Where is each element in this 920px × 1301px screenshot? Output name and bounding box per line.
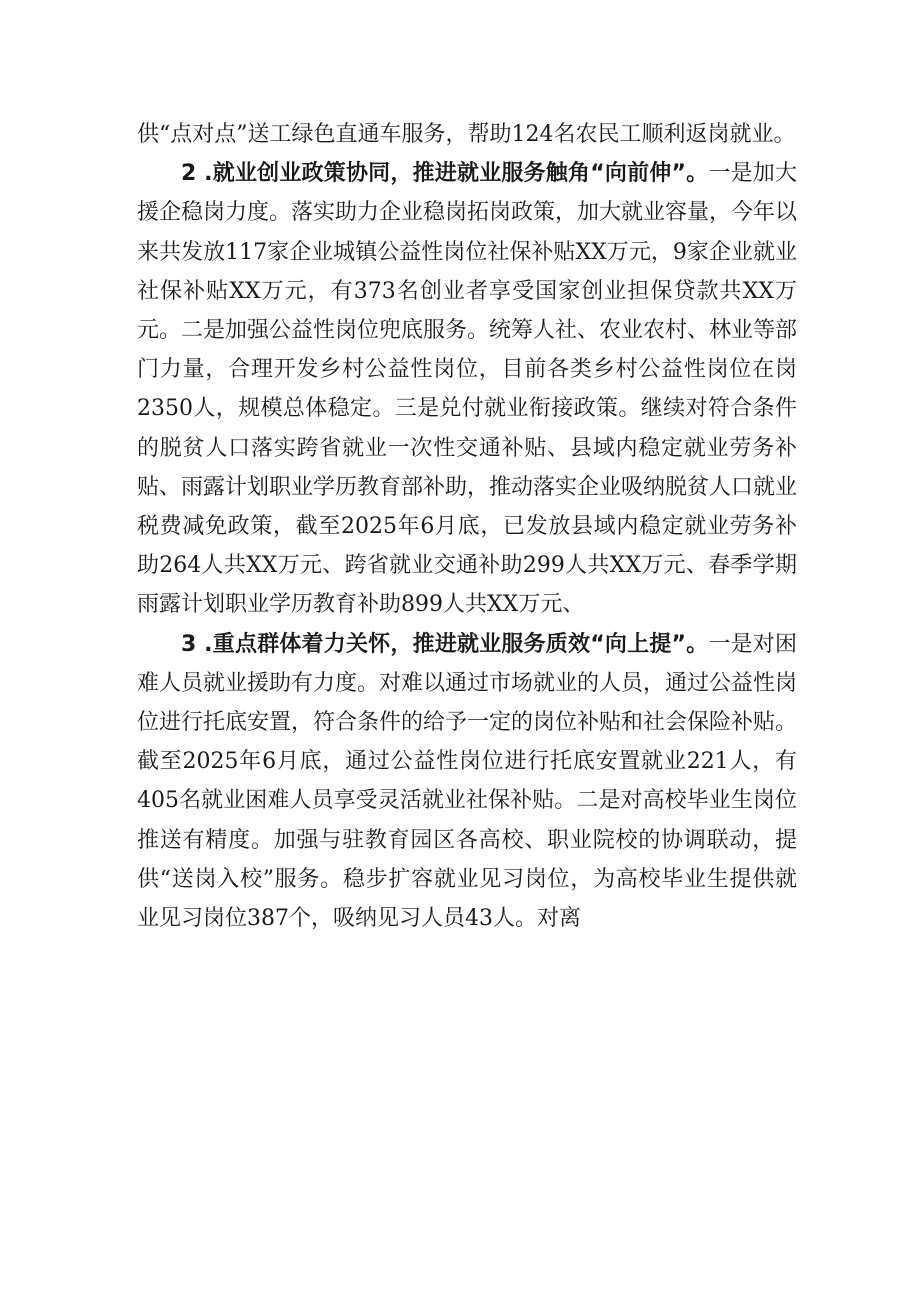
section-3-heading: 3 .重点群体着力关怀，推进就业服务质效“向上提”。 bbox=[181, 631, 709, 657]
section-3-body: 一是对困难人员就业援助有力度。对难以通过市场就业的人员，通过公益性岗位进行托底安置，符合条件的给予一定的岗位补贴和社会保险补贴。截至2025年6月底，通过公益性岗位进行托底安置就业221人，有405名就业困难人员享受灵活就业社保补贴。二是对高校毕业生岗位推送有精度。加强与驻教育园区各高校、职业院校的协调联动，提供“送岗入校”服务。稳步扩容就业见习岗位，为高校毕业生提供就业见习岗位387个，吸纳见习人员43人。对离 bbox=[137, 631, 798, 932]
document-page bbox=[137, 115, 797, 938]
section-2-paragraph bbox=[137, 154, 797, 624]
section-3-paragraph bbox=[137, 625, 797, 939]
paragraph-continuation: 供“点对点”送工绿色直通车服务，帮助124名农民工顺利返岗就业。 bbox=[137, 122, 796, 147]
section-2-heading: 2 .就业创业政策协同，推进就业服务触角“向前伸”。 bbox=[181, 161, 709, 187]
section-2-body: 一是加大援企稳岗力度。落实助力企业稳岗拓岗政策，加大就业容量，今年以来共发放117家企业城镇公益性岗位社保补贴XX万元，9家企业就业社保补贴XX万元，有373名创业者享受国家创业担保贷款共XX万元。二是加强公益性岗位兜底服务。统筹人社、农业农村、林业等部门力量，合理开发乡村公益性岗位，目前各类乡村公益性岗位在岗2350人，规模总体稳定。三是兑付就业衔接政策。继续对符合条件的脱贫人口落实跨省就业一次性交通补贴、县域内稳定就业劳务补贴、雨露计划职业学历教育部补助，推动落实企业吸纳脱贫人口就业税费减免政策，截至2025年6月底，已发放县域内稳定就业劳务补助264人共XX万元、跨省就业交通补助299人共XX万元、春季学期雨露计划职业学历教育补助899人共XX万元、 bbox=[137, 161, 798, 618]
